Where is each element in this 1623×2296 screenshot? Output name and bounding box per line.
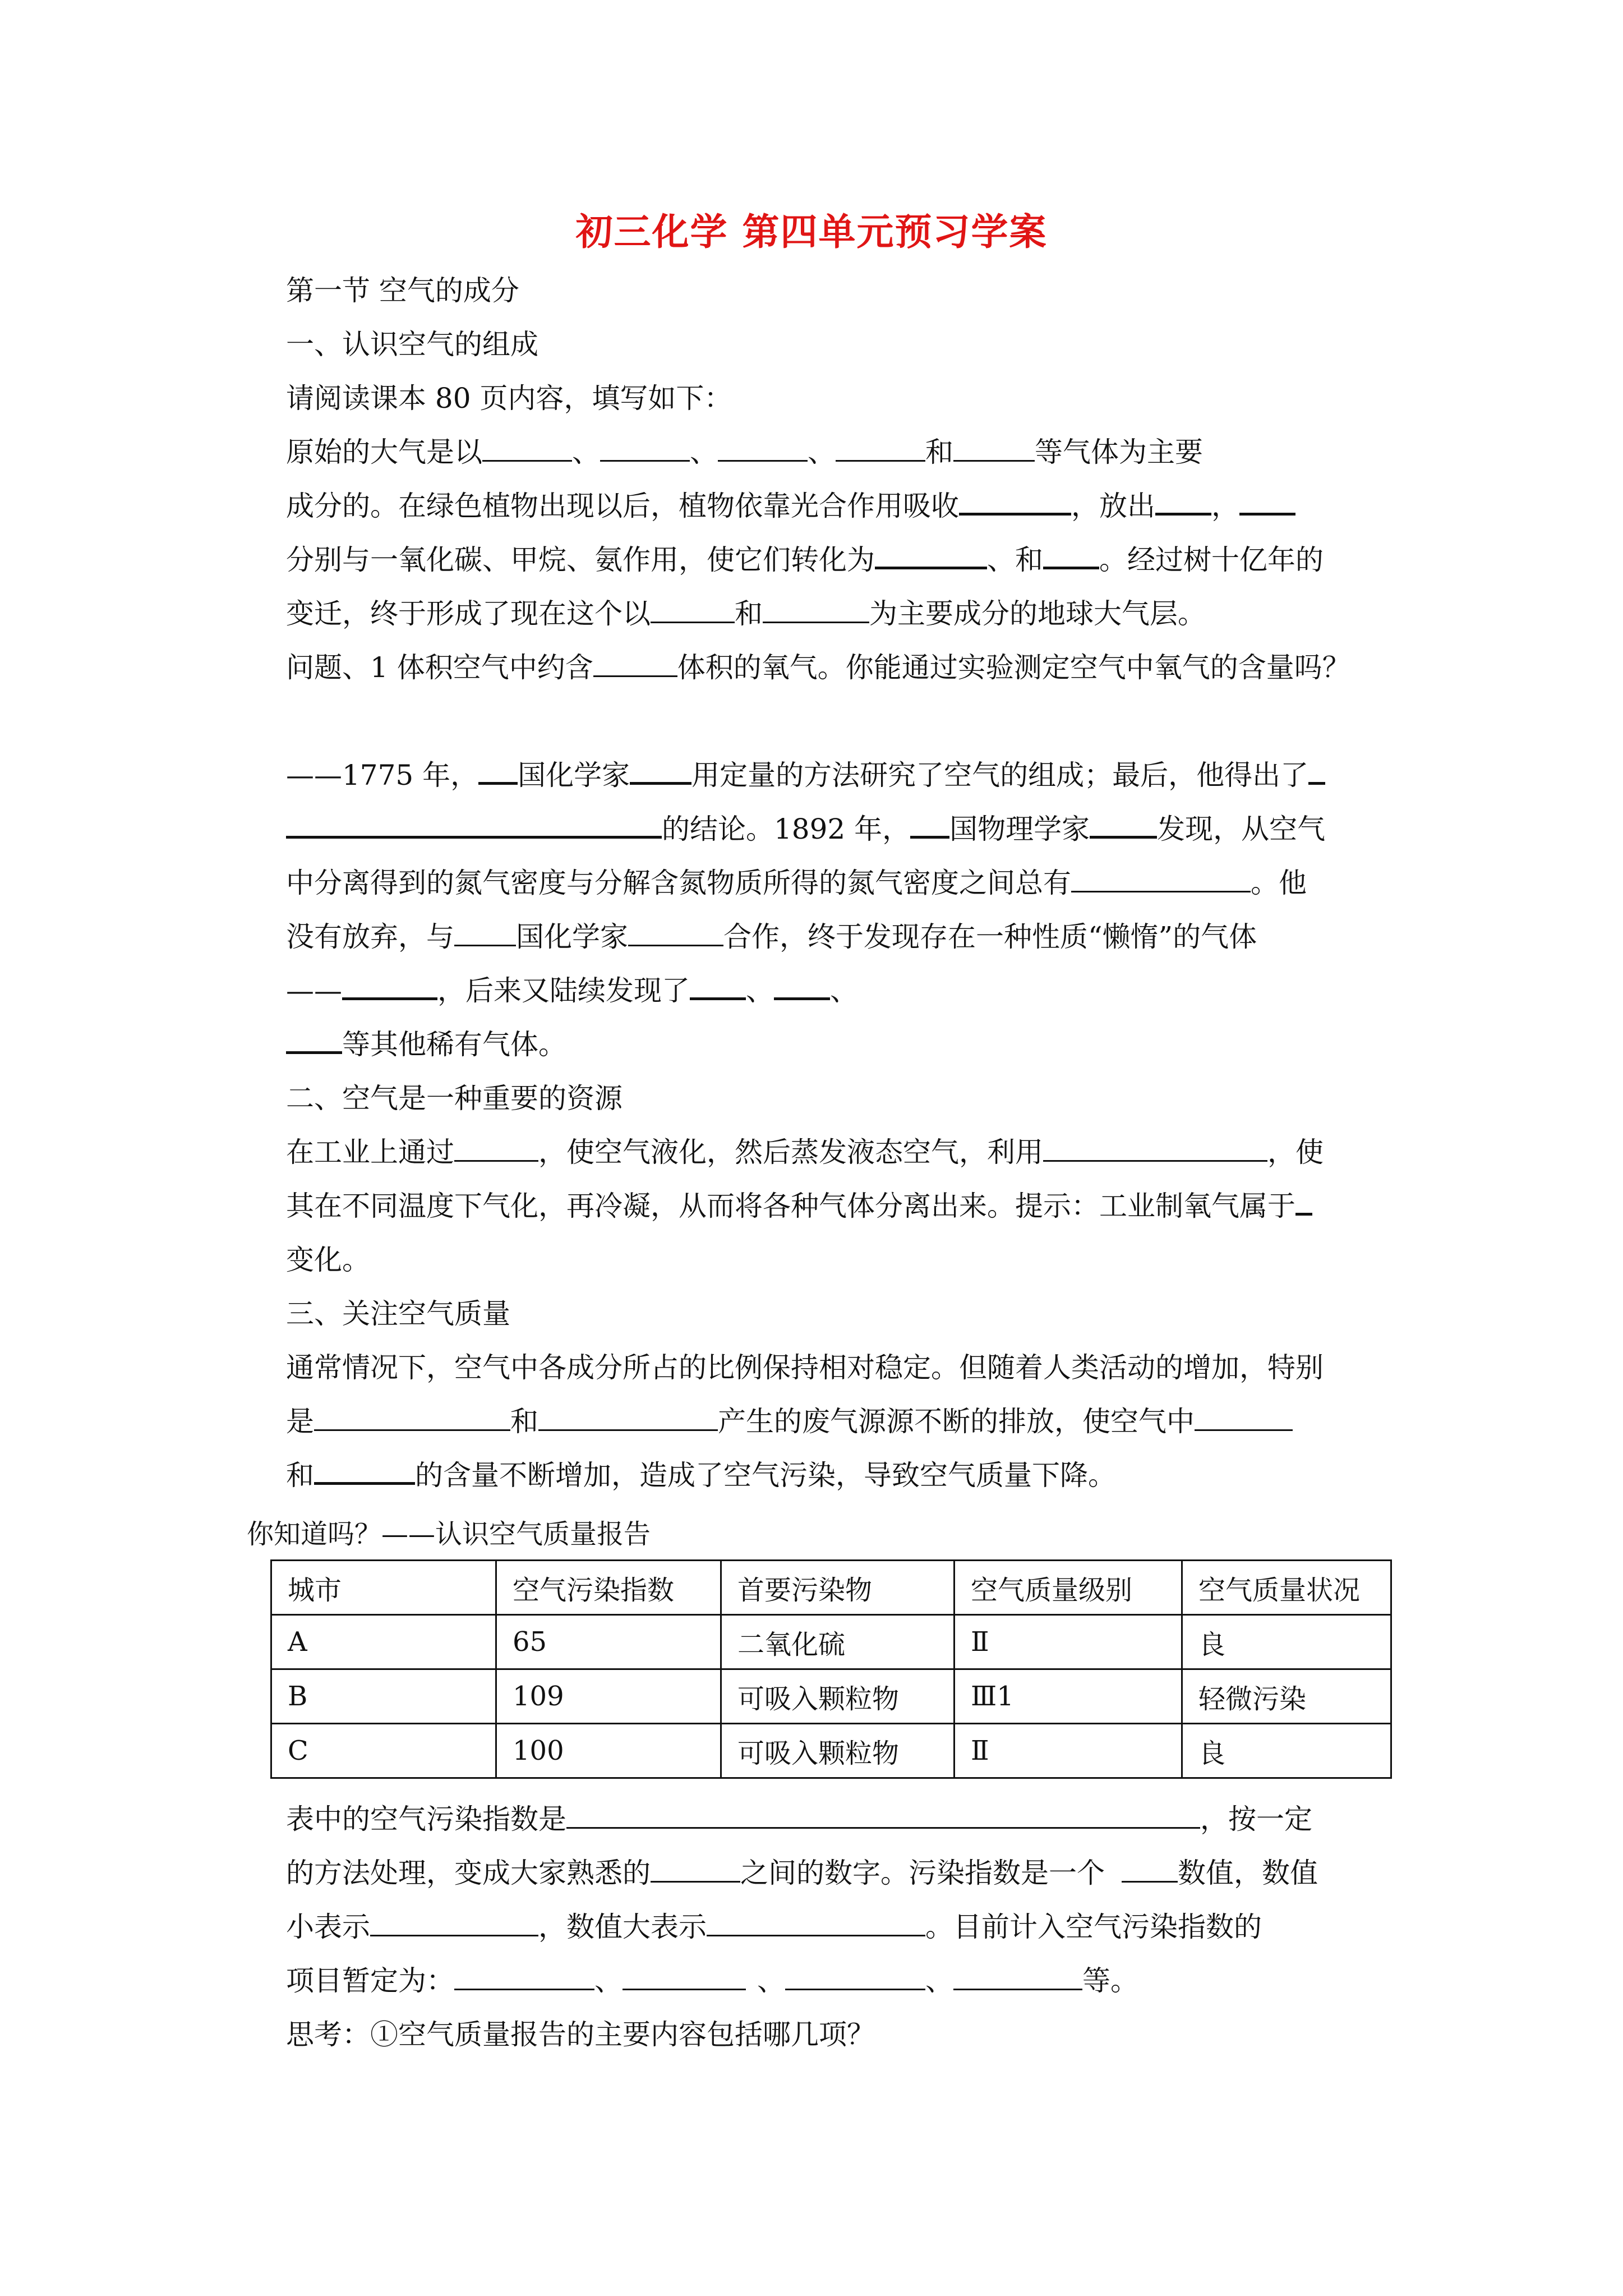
fill-blank[interactable] xyxy=(690,964,746,1000)
text-run: —— xyxy=(286,974,342,1007)
text-run: 是 xyxy=(286,1405,314,1438)
text-run: 国化学家 xyxy=(516,921,628,953)
history-line xyxy=(286,1018,1354,1071)
header-cell: 空气质量级别 xyxy=(955,1561,1182,1615)
text-run: 、 xyxy=(746,974,774,1007)
table-cell: C xyxy=(271,1724,496,1778)
fill-blank[interactable] xyxy=(566,1793,1200,1829)
fill-blank[interactable] xyxy=(1090,802,1157,839)
table-cell: B xyxy=(271,1669,496,1724)
history-line xyxy=(286,856,1354,910)
text-run: 分别与一氧化碳、甲烷、氨作用，使它们转化为 xyxy=(286,544,875,576)
text-run: 问题、1 体积空气中约含 xyxy=(286,651,593,684)
heading-2 xyxy=(286,1071,1354,1125)
fill-blank[interactable] xyxy=(1043,1126,1267,1162)
question-line xyxy=(286,641,1354,694)
text-run: 、 xyxy=(572,436,600,468)
text-run: 。他 xyxy=(1251,867,1307,899)
fill-blank[interactable] xyxy=(707,1901,925,1936)
text-run: 和 xyxy=(510,1405,538,1438)
text-run: 其在不同温度下气化，再冷凝，从而将各种气体分离出来。提示：工业制氧气属于 xyxy=(286,1190,1295,1222)
text-run: 思考：①空气质量报告的主要内容包括哪几项？ xyxy=(286,2018,875,2051)
text-run: 等气体为主要 xyxy=(1035,436,1203,468)
text-run: 小表示 xyxy=(286,1911,370,1943)
fill-blank[interactable] xyxy=(774,964,830,1000)
text-run: 中分离得到的氮气密度与分解含氮物质所得的氮气密度之间总有 xyxy=(286,867,1071,899)
text-run: 、 xyxy=(830,974,858,1007)
table-cell: 可吸入颗粒物 xyxy=(721,1669,955,1724)
text-run: ，使 xyxy=(1267,1136,1324,1168)
text-run: ，放出 xyxy=(1071,490,1155,522)
fill-blank[interactable] xyxy=(538,1396,718,1431)
text-run: 和 xyxy=(735,597,763,630)
text-run: ，使空气液化，然后蒸发液态空气，利用 xyxy=(538,1136,1043,1168)
text-run: 合作，终于发现存在一种性质“懒惰”的气体 xyxy=(723,921,1257,953)
text-run: 变迁，终于形成了现在这个以 xyxy=(286,597,651,630)
text-run: 等其他稀有气体。 xyxy=(342,1028,566,1061)
fill-blank[interactable] xyxy=(454,911,516,946)
fill-blank[interactable] xyxy=(763,588,869,623)
followup-line xyxy=(286,1846,1354,1900)
table-cell: 良 xyxy=(1182,1724,1391,1778)
table-row xyxy=(271,1615,1391,1669)
fill-blank[interactable] xyxy=(593,642,677,677)
quality-line xyxy=(286,1395,1354,1448)
text-run: 。经过树十亿年的 xyxy=(1099,544,1324,576)
table-cell: Ⅲ1 xyxy=(955,1669,1182,1724)
text-run: 产生的废气源源不断的排放，使空气中 xyxy=(718,1405,1195,1438)
table-cell: Ⅱ xyxy=(955,1724,1182,1778)
text-run: 国化学家 xyxy=(518,759,630,792)
text-run: 成分的。在绿色植物出现以后，植物依靠光合作用吸收 xyxy=(286,490,959,522)
followup-line xyxy=(286,1792,1354,1846)
section-heading xyxy=(286,264,1354,318)
fill-blank[interactable] xyxy=(623,1955,746,1990)
followup-line xyxy=(286,1954,1354,2008)
header-cell: 城市 xyxy=(271,1561,496,1615)
text-run: ，数值大表示 xyxy=(538,1911,707,1943)
history-line xyxy=(286,910,1354,964)
table-row xyxy=(271,1724,1391,1778)
fill-blank[interactable] xyxy=(342,964,437,1000)
fill-blank[interactable] xyxy=(910,802,949,839)
resource-line xyxy=(286,1233,1354,1287)
table-cell: Ⅱ xyxy=(955,1615,1182,1669)
heading-1 xyxy=(286,318,1354,371)
fill-blank[interactable] xyxy=(630,748,691,785)
table-cell: A xyxy=(271,1615,496,1669)
table-cell: 良 xyxy=(1182,1615,1391,1669)
text-run: 通常情况下，空气中各成分所占的比例保持相对稳定。但随着人类活动的增加，特别 xyxy=(286,1351,1324,1384)
fill-blank[interactable] xyxy=(875,533,987,569)
fill-blank[interactable] xyxy=(454,1955,594,1990)
quality-line xyxy=(286,1341,1354,1395)
resource-line xyxy=(286,1125,1354,1179)
fill-blank[interactable] xyxy=(478,748,518,785)
text-run: 的含量不断增加，造成了空气污染，导致空气质量下降。 xyxy=(415,1459,1116,1492)
resource-line xyxy=(286,1179,1354,1233)
table-header-row xyxy=(271,1561,1391,1615)
think-question xyxy=(286,2008,1354,2062)
fill-blank[interactable] xyxy=(785,1955,925,1990)
table-caption: 你知道吗？——认识空气质量报告 xyxy=(247,1519,651,1550)
fill-blank[interactable] xyxy=(1239,479,1295,516)
text-run: 用定量的方法研究了空气的组成；最后，他得出了 xyxy=(691,759,1309,792)
heading-2-text: 二、空气是一种重要的资源 xyxy=(286,1082,623,1115)
fill-blank[interactable] xyxy=(959,479,1071,516)
text-run: ，后来又陆续发现了 xyxy=(437,974,690,1007)
worksheet-body xyxy=(286,264,1354,1502)
text-run: 在工业上通过 xyxy=(286,1136,454,1168)
text-run: ，按一定 xyxy=(1200,1803,1312,1835)
instruction-text: 请阅读课本 80 页内容，填写如下： xyxy=(286,382,732,415)
fill-blank[interactable] xyxy=(628,911,723,946)
air-quality-table xyxy=(270,1559,1392,1779)
table-cell: 轻微污染 xyxy=(1182,1669,1391,1724)
fill-blank[interactable] xyxy=(286,802,662,839)
reading-instruction xyxy=(286,371,1354,425)
table-cell: 100 xyxy=(496,1724,721,1778)
text-run: 之间的数字。污染指数是一个 xyxy=(740,1857,1105,1889)
history-line xyxy=(286,964,1354,1018)
text-run: 的方法处理，变成大家熟悉的 xyxy=(286,1857,651,1889)
fill-blank[interactable] xyxy=(953,1955,1082,1990)
fill-blank[interactable] xyxy=(836,426,925,462)
fill-blank[interactable] xyxy=(1043,533,1099,569)
text-run: ， xyxy=(1211,490,1239,522)
fill-blank[interactable] xyxy=(1071,857,1251,892)
table-cell: 65 xyxy=(496,1615,721,1669)
heading-3-text: 三、关注空气质量 xyxy=(286,1297,510,1330)
heading-1-text: 一、认识空气的组成 xyxy=(286,328,538,361)
paragraph-line xyxy=(286,425,1354,479)
fill-blank[interactable] xyxy=(600,426,690,462)
text-run: 、 xyxy=(757,1964,785,1997)
text-run: 的结论。1892 年， xyxy=(662,813,911,845)
fill-blank[interactable] xyxy=(314,1448,415,1485)
text-run: 为主要成分的地球大气层。 xyxy=(869,597,1206,630)
text-run: 国物理学家 xyxy=(949,813,1090,845)
table-cell: 109 xyxy=(496,1669,721,1724)
quality-line xyxy=(286,1448,1354,1502)
fill-blank[interactable] xyxy=(482,426,572,462)
text-run: 发现，从空气 xyxy=(1157,813,1326,845)
text-run: 。目前计入空气污染指数的 xyxy=(925,1911,1262,1943)
text-run: 等。 xyxy=(1082,1964,1138,1997)
text-run: 体积的氧气。你能通过实验测定空气中氧气的含量吗？ xyxy=(677,651,1350,684)
section-text: 第一节 空气的成分 xyxy=(286,274,519,307)
table-row xyxy=(271,1669,1391,1724)
fill-blank[interactable] xyxy=(1195,1396,1293,1431)
header-cell: 空气质量状况 xyxy=(1182,1561,1391,1615)
document-title: 初三化学 第四单元预习学案 xyxy=(575,210,1048,254)
text-run: ——1775 年， xyxy=(286,759,479,792)
paragraph-line xyxy=(286,533,1354,587)
fill-blank[interactable] xyxy=(1155,479,1211,516)
text-run: 、 xyxy=(808,436,836,468)
header-cell: 首要污染物 xyxy=(721,1561,955,1615)
text-run: 项目暂定为： xyxy=(286,1964,454,1997)
fill-blank[interactable] xyxy=(1295,1179,1312,1216)
followup-line xyxy=(286,1900,1354,1954)
fill-blank[interactable] xyxy=(370,1901,538,1936)
text-run: 数值，数值 xyxy=(1178,1857,1318,1889)
text-run: 、 xyxy=(925,1964,953,1997)
fill-blank[interactable] xyxy=(286,1018,342,1054)
text-run: 没有放弃，与 xyxy=(286,921,454,953)
history-line xyxy=(286,802,1354,856)
fill-blank[interactable] xyxy=(314,1396,510,1431)
text-run: 、 xyxy=(594,1964,623,1997)
fill-blank[interactable] xyxy=(651,1847,740,1883)
history-line xyxy=(286,748,1354,802)
fill-blank[interactable] xyxy=(1122,1847,1178,1883)
text-run: 表中的空气污染指数是 xyxy=(286,1803,566,1835)
text-run: 、和 xyxy=(987,544,1043,576)
fill-blank[interactable] xyxy=(953,426,1035,462)
text-run: 变化。 xyxy=(286,1244,370,1276)
table-followup xyxy=(286,1792,1354,2062)
fill-blank[interactable] xyxy=(718,426,808,462)
text-run: 原始的大气是以 xyxy=(286,436,482,468)
paragraph-line xyxy=(286,587,1354,641)
table-cell: 二氧化硫 xyxy=(721,1615,955,1669)
fill-blank[interactable] xyxy=(651,588,735,623)
text-run: 、 xyxy=(690,436,718,468)
blank-answer-space xyxy=(286,694,1354,748)
header-cell: 空气污染指数 xyxy=(496,1561,721,1615)
table-cell: 可吸入颗粒物 xyxy=(721,1724,955,1778)
paragraph-line xyxy=(286,479,1354,533)
fill-blank[interactable] xyxy=(1308,748,1325,785)
text-run: 和 xyxy=(925,436,953,468)
fill-blank[interactable] xyxy=(454,1126,538,1162)
text-run: 和 xyxy=(286,1459,314,1492)
heading-3 xyxy=(286,1287,1354,1341)
